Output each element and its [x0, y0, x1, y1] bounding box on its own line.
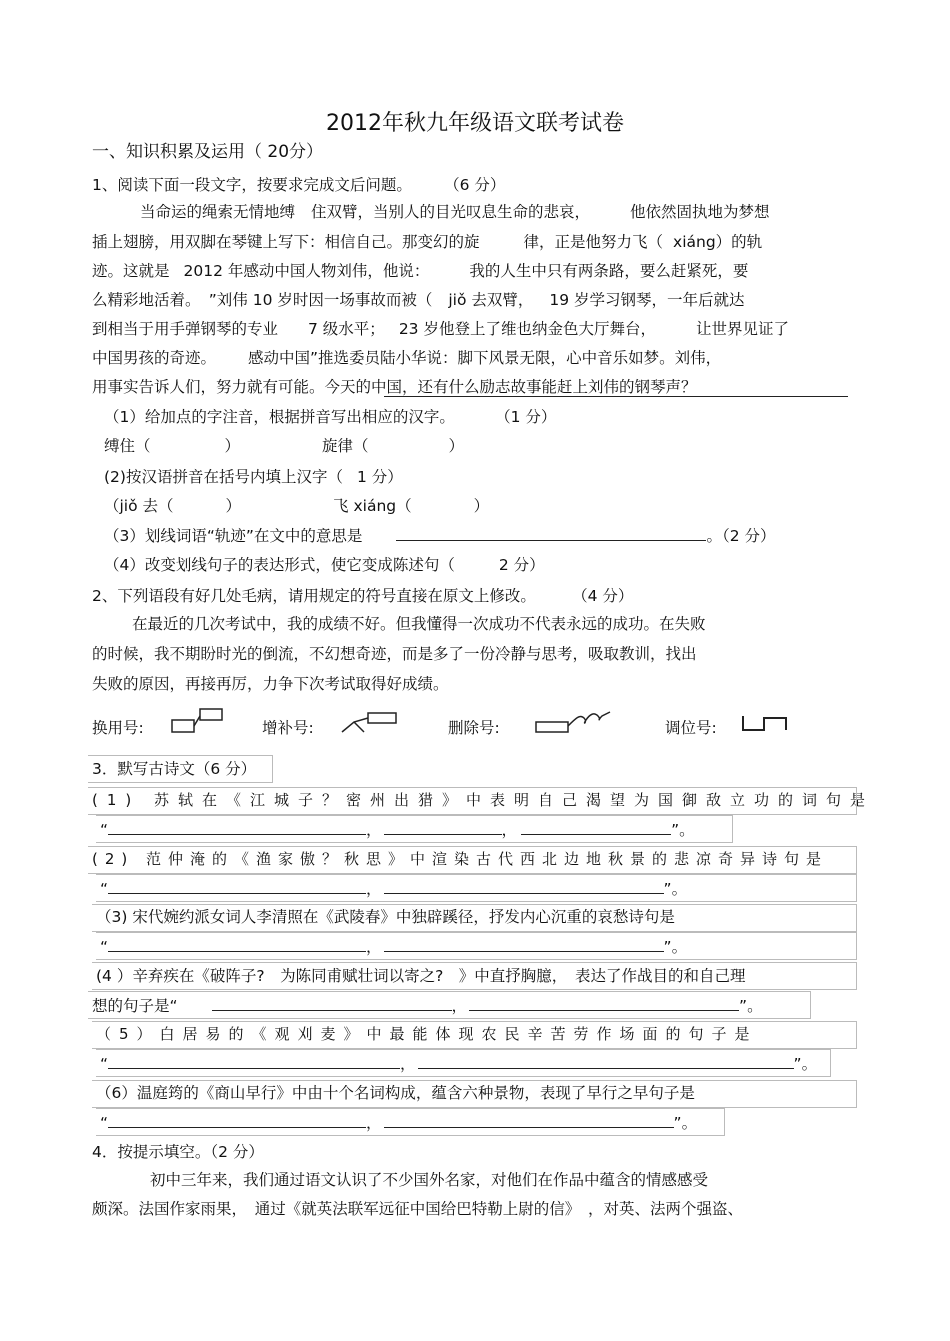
question-3-header: 3．默写古诗文（6 分） [92, 760, 257, 778]
insert-mark-icon [338, 708, 400, 736]
subquestion-2 [104, 467, 403, 487]
score: （1 分） [502, 408, 557, 426]
subquestion-1-answers [104, 436, 464, 456]
symbol-label: 换用号: [92, 719, 144, 737]
quote-mark: ”。 [663, 938, 688, 956]
quote-mark: ”。 [793, 1055, 818, 1073]
answer-prompt: ） [224, 437, 241, 455]
swap-mark-icon [740, 712, 790, 736]
score: （6 分） [451, 176, 506, 194]
page-title: 2012年秋九年级语文联考试卷 [326, 111, 624, 136]
frame-line [88, 991, 811, 1019]
quote-mark: “ [100, 880, 109, 898]
quote-mark: “ [100, 1055, 109, 1073]
poem-item-3: （3) 宋代婉约派女词人李清照在《武陵春》中独辟蹊径，抒发内心沉重的哀愁诗句是 [96, 908, 675, 926]
passage-text: 当命运的绳索无情地缚 [140, 203, 296, 221]
frame-line [96, 1108, 725, 1136]
score: 1 分） [356, 468, 403, 486]
poem-item-5: （5）白居易的《观刈麦》中最能体现农民辛苦劳作场面的句子是 [96, 1025, 758, 1043]
punct: ， [366, 880, 382, 898]
quote-mark: ”。 [739, 997, 763, 1015]
quote-mark: ”。 [663, 880, 688, 898]
passage-text: 让世界见证了 [695, 320, 789, 338]
passage-line: 的时候，我不期盼时光的倒流，不幻想奇迹，而是多了一份冷静与思考，吸取教训，找出 [92, 645, 697, 663]
subquestion-4 [104, 555, 545, 575]
passage-text: jiǒ 去双臂， [448, 291, 534, 309]
question-text: 想的句子是“ [92, 997, 178, 1015]
passage-text: 住双臂，当别人的目光叹息生命的悲哀， [311, 203, 591, 221]
passage-line: 颇深。法国作家雨果， 通过《就英法联军远征中国给巴特勒上尉的信》 ，对英、法两个强盗、 [92, 1200, 744, 1218]
frame-line [88, 787, 857, 815]
delete-mark-icon [534, 708, 616, 736]
answer-prompt: ） [448, 437, 465, 455]
subquestion-2-answers [104, 496, 489, 516]
passage-text: ”刘伟 10 岁时因一场事故而被（ [208, 291, 433, 309]
question-4-header: 4．按提示填空。（2 分） [92, 1143, 264, 1161]
passage-text: 他依然固执地为梦想 [630, 203, 770, 221]
passage-line [92, 377, 697, 397]
frame-line [92, 1021, 857, 1049]
question-text: （4）改变划线句子的表达形式，使它变成陈述句（ [104, 556, 455, 574]
passage-line [92, 319, 789, 339]
question-text: 1、阅读下面一段文字，按要求完成文后问题。 [92, 176, 412, 194]
underline-mark [384, 396, 848, 397]
frame-line [96, 815, 733, 843]
passage-line [92, 348, 721, 368]
quote-mark: ”。 [671, 821, 695, 839]
frame-line [92, 962, 857, 990]
answer-line[interactable] [396, 526, 706, 541]
passage-text: 2012 年感动中国人物刘伟，他说： [183, 262, 430, 280]
question-text: 2、下列语段有好几处毛病，请用规定的符号直接在原文上修改。 [92, 587, 536, 605]
frame-line [92, 1080, 857, 1108]
passage-line [92, 290, 745, 310]
passage-text: 23 岁他登上了维也纳金色大厅舞台， [398, 320, 656, 338]
answer-prompt: 旋律（ [322, 437, 369, 455]
passage-text: 迹。这就是 [92, 262, 170, 280]
passage-text: xiáng）的轨 [673, 233, 763, 251]
frame-line [88, 755, 273, 783]
question-1-header [92, 175, 505, 195]
question-text: （1）给加点的字注音，根据拼音写出相应的汉字。 [104, 408, 455, 426]
answer-prompt: 缚住（ [104, 437, 151, 455]
question-text: （3）划线词语“轨迹”在文中的意思是 [104, 527, 363, 545]
question-text: (2)按汉语拼音在括号内填上汉字（ [104, 468, 343, 486]
punct: ， [366, 938, 382, 956]
score: 2 分） [498, 556, 545, 574]
passage-text: 7 级水平； [308, 320, 385, 338]
frame-line [88, 846, 857, 874]
section-heading: 一、知识积累及运用（ 20分） [92, 142, 324, 162]
passage-line: 失败的原因，再接再厉，力争下次考试取得好成绩。 [92, 675, 449, 693]
poem-item-6: （6）温庭筠的《商山早行》中由十个名词构成，蕴含六种景物，表现了早行之早句子是 [96, 1084, 695, 1102]
passage-text: 我的人生中只有两条路，要么赶紧死，要 [469, 262, 749, 280]
answer-prompt: （jiǒ 去（ [104, 497, 174, 515]
punct: ， [501, 821, 518, 839]
quote-mark: “ [100, 821, 109, 839]
passage-text: 插上翅膀，用双脚在琴键上写下：相信自己。那变幻的旋 [92, 233, 480, 251]
subquestion-3 [104, 526, 775, 546]
passage-line [92, 261, 748, 281]
answer-prompt: ） [473, 497, 490, 515]
quote-mark: ”。 [673, 1114, 698, 1132]
poem-item-4: (4 ）辛弃疾在《破阵子? 为陈同甫赋壮词以寄之? 》中直抒胸臆， 表达了作战目的和自己理 [96, 967, 746, 985]
score: 。（2 分） [706, 527, 776, 545]
passage-text: 中国男孩的奇迹。 [92, 349, 217, 367]
passage-text: 么精彩地活着。 [92, 291, 193, 309]
passage-text: 19 岁学习钢琴，一年后就达 [549, 291, 745, 309]
symbol-label: 调位号: [665, 719, 717, 737]
answer-prompt: 飞 xiáng（ [333, 497, 412, 515]
symbol-label: 增补号: [262, 719, 314, 737]
passage-text: 感动中国 [248, 349, 311, 367]
frame-line [96, 874, 857, 902]
quote-mark: “ [100, 938, 109, 956]
passage-text: ”推选委员陆小华说：脚下风景无限，心中音乐如梦。刘伟， [310, 349, 722, 367]
poem-item-1: (1) 苏轼在《江城子？密州出猎》中表明自己渴望为国御敌立功的词句是 [92, 791, 875, 809]
passage-line [140, 202, 770, 222]
score: （4 分） [579, 587, 634, 605]
passage-line: 初中三年来，我们通过语文认识了不少国外名家，对他们在作品中蕴含的情感感受 [150, 1171, 709, 1189]
question-2-header [92, 586, 633, 606]
passage-line [92, 232, 762, 252]
punct: ， [366, 821, 382, 839]
punct: ， [451, 997, 468, 1015]
frame-line [96, 932, 857, 960]
frame-line [96, 1049, 831, 1077]
passage-text: 用事实告诉人们，努力就有可能。今天的中国，还有什么励志故事能赶上刘伟的钢琴声？ [92, 378, 697, 396]
poem-item-2: (2) 范仲淹的《渔家傲？秋思》中渲染古代西北边地秋景的悲凉奇异诗句是 [92, 850, 829, 868]
answer-prompt: ） [225, 497, 242, 515]
quote-mark: “ [100, 1114, 109, 1132]
passage-text: 律，正是他努力飞（ [523, 233, 664, 251]
punct: ， [400, 1055, 416, 1073]
punct: ， [366, 1114, 382, 1132]
symbol-label: 删除号: [448, 719, 500, 737]
replace-mark-icon [170, 706, 226, 736]
passage-line: 在最近的几次考试中，我的成绩不好。但我懂得一次成功不代表永远的成功。在失败 [132, 615, 706, 633]
passage-text: 到相当于用手弹钢琴的专业 [92, 320, 279, 338]
frame-line [92, 904, 857, 932]
subquestion-1 [104, 407, 556, 427]
